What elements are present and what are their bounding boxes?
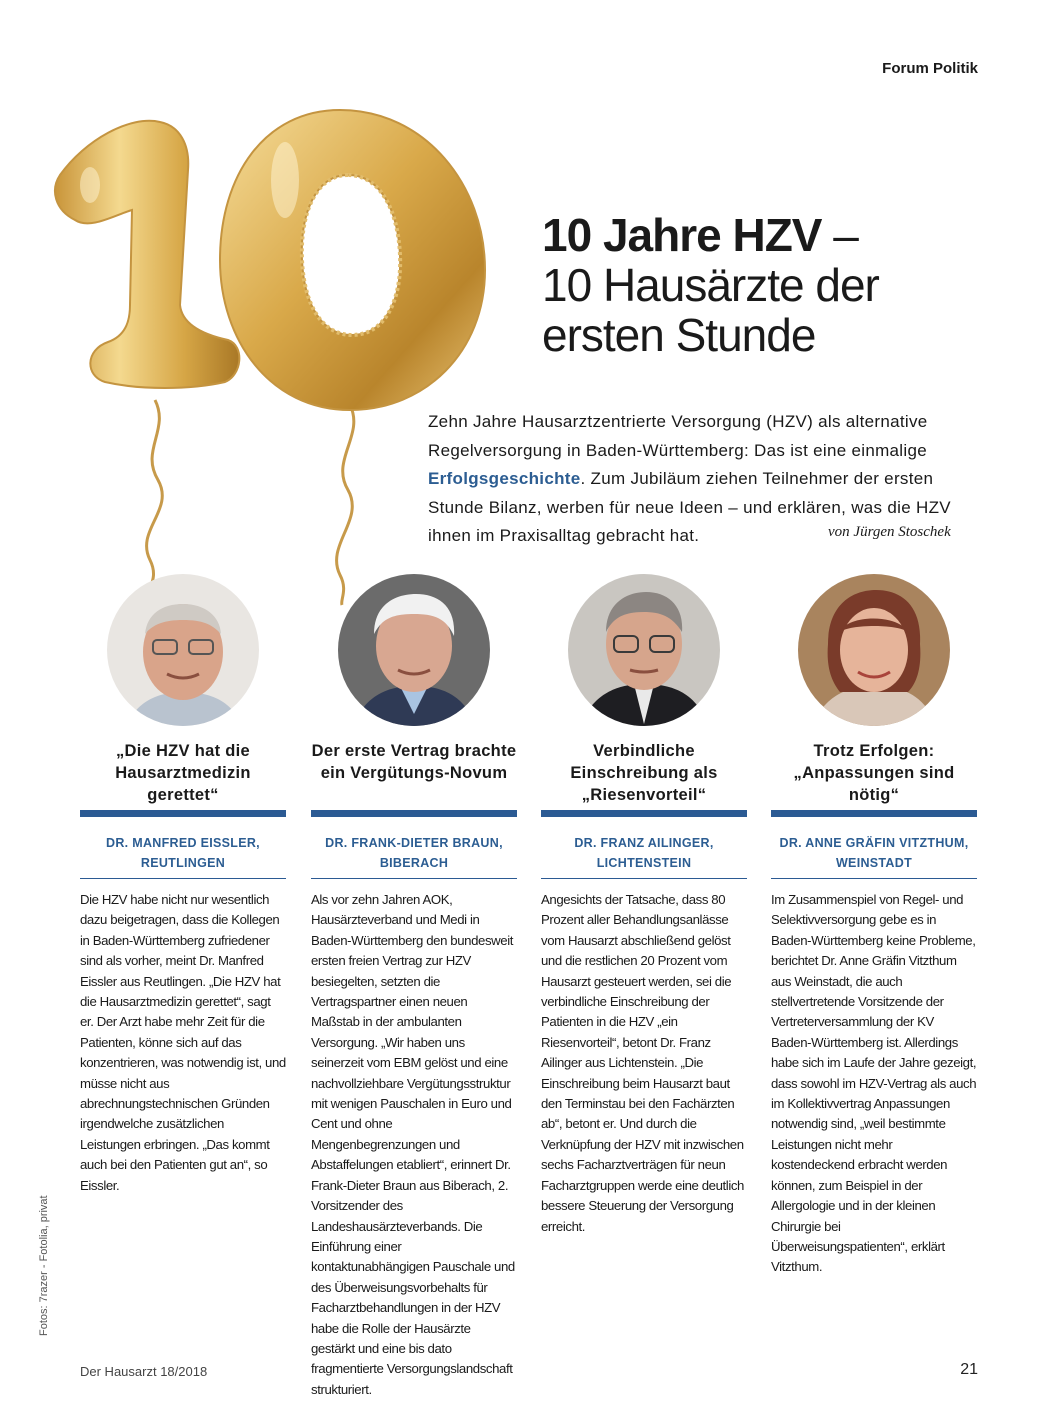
balloon-digit-one <box>55 121 239 388</box>
doctor-name: DR. FRANZ AILINGER, LICHTENSTEIN <box>574 836 714 870</box>
column-headline: „Die HZV hat die Hausarztmedizin gerettet“ <box>115 742 251 804</box>
portrait-photo-vitzthum <box>798 574 950 726</box>
column-body: Die HZV habe nicht nur wesentlich dazu beigetragen, dass die Kollegen in Baden-Württemberg zufriedener sind als vorher, meint Dr. Manfred Eissler aus Reutlingen. „Die HZV hat die Hausarztmedizin gerettet“, sagt er. Der Arzt habe mehr Zeit für die Patienten, könne sich auf das konzentrieren, was notwendig ist, und müsse nicht aus abrechnungstechnischen Gründen irgendwelche zusätzlichen Leistungen erbringen. „Das kommt auch bei den Patienten gut an“, so Eissler. <box>80 892 286 1193</box>
article-title <box>542 209 982 361</box>
title-line-2: 10 Hausärzte der <box>542 259 879 311</box>
section-label: Forum Politik <box>882 60 978 77</box>
accent-bar <box>80 810 286 817</box>
divider <box>541 878 747 879</box>
accent-bar <box>771 810 977 817</box>
portrait-photo-ailinger <box>568 574 720 726</box>
interview-column-3 <box>541 574 747 1237</box>
doctor-name: DR. MANFRED EISSLER, REUTLINGEN <box>106 836 260 870</box>
title-dash: – <box>821 209 858 261</box>
balloon-digit-zero <box>220 110 485 410</box>
portrait-photo-eissler <box>107 574 259 726</box>
lead-text-1: Zehn Jahre Hausarztzentrierte Versorgung (HZV) als alternative Regelversorgung in Baden-Württemberg: Das ist eine einmalige <box>428 412 928 460</box>
column-body: Als vor zehn Jahren AOK, Hausärzteverband und Medi in Baden-Württemberg den bundesweit ersten freien Vertrag zur HZV besiegelten, setzten die Vertragspartner einen neuen Maßstab in der ambulanten Versorgung. „Wir haben uns seinerzeit vom EBM gelöst und eine nachvollziehbare Vergütungsstruktur mit wenigen Pauschalen in Euro und Cent und ohne Mengenbegrenzungen und Abstaffelungen etabliert“, erinnert Dr. Frank-Dieter Braun aus Biberach, 2. Vorsitzender des Landeshausärzteverbands. Die Einführung einer kontaktunabhängigen Pauschale und des Überweisungsvorbehalts für Facharztbehandlungen in der HZV habe die Rolle der Hausärzte gestärkt und eine bis dato fragmentierte Versorgungslandschaft strukturiert. <box>311 892 515 1397</box>
doctor-name: DR. ANNE GRÄFIN VITZTHUM, WEINSTADT <box>779 836 969 870</box>
accent-bar <box>541 810 747 817</box>
column-headline: Verbindliche Einschreibung als „Riesenvorteil“ <box>570 742 718 804</box>
doctor-name: DR. FRANK-DIETER BRAUN, BIBERACH <box>325 836 503 870</box>
divider <box>771 878 977 879</box>
photo-credit: Fotos: 7razer - Fotolia, privat <box>38 1195 50 1336</box>
lead-highlight-link[interactable]: Erfolgsgeschichte <box>428 469 581 488</box>
lead-text-2: . Zum Jubiläum ziehen Teilnehmer der ersten Stunde Bilanz, werben für neue Ideen – und erklären, was die HZV ihnen im Praxisalltag gebracht hat. <box>428 469 951 545</box>
divider <box>80 878 286 879</box>
interview-column-2 <box>311 574 517 1400</box>
interview-column-1 <box>80 574 286 1196</box>
title-line-3: ersten Stunde <box>542 309 816 361</box>
column-body: Angesichts der Tatsache, dass 80 Prozent aller Behandlungsanlässe vom Hausarzt abschließend gelöst und die restlichen 20 Prozent vom Hausarzt gesteuert werden, sei die verbindliche Einschreibung der Patienten in die HZV „ein Riesenvorteil“, betont Dr. Franz Ailinger aus Lichtenstein. „Die Einschreibung beim Hausarzt baut den Terminstau bei den Fachärzten ab“, betont er. Und durch die Verknüpfung der HZV mit inzwischen sechs Facharztverträgen für neun Facharztgruppen werde eine deutlich bessere Steuerung der Versorgung erreicht. <box>541 892 744 1234</box>
column-headline: Trotz Erfolgen: „Anpassungen sind nötig“ <box>793 742 955 804</box>
interview-column-4 <box>771 574 977 1278</box>
portrait-photo-braun <box>338 574 490 726</box>
page-number: 21 <box>960 1361 978 1378</box>
divider <box>311 878 517 879</box>
column-body: Im Zusammenspiel von Regel- und Selektivversorgung gebe es in Baden-Württemberg keine Probleme, berichtet Dr. Anne Gräfin Vitzthum aus Weinstadt, die auch stellvertretende Vorsitzende der Vertreterversammlung der KV Baden-Württemberg ist. Allerdings habe sich im Laufe der Jahre gezeigt, dass sowohl im HZV-Vertrag als auch im Kollektivvertrag Anpassungen notwendig sind, „weil bestimmte Leistungen nicht mehr kostendeckend erbracht werden können, zum Beispiel in der Allergologie und in der kleinen Chirurgie bei Überweisungspatienten“, erklärt Vitzthum. <box>771 892 977 1275</box>
author-byline: von Jürgen Stoschek <box>828 524 951 540</box>
balloon-string-1 <box>147 400 163 595</box>
title-bold: 10 Jahre HZV <box>542 209 822 261</box>
accent-bar <box>311 810 517 817</box>
column-headline: Der erste Vertrag brachte ein Vergütungs-Novum <box>311 742 517 782</box>
publication-footer: Der Hausarzt 18/2018 <box>80 1364 208 1379</box>
